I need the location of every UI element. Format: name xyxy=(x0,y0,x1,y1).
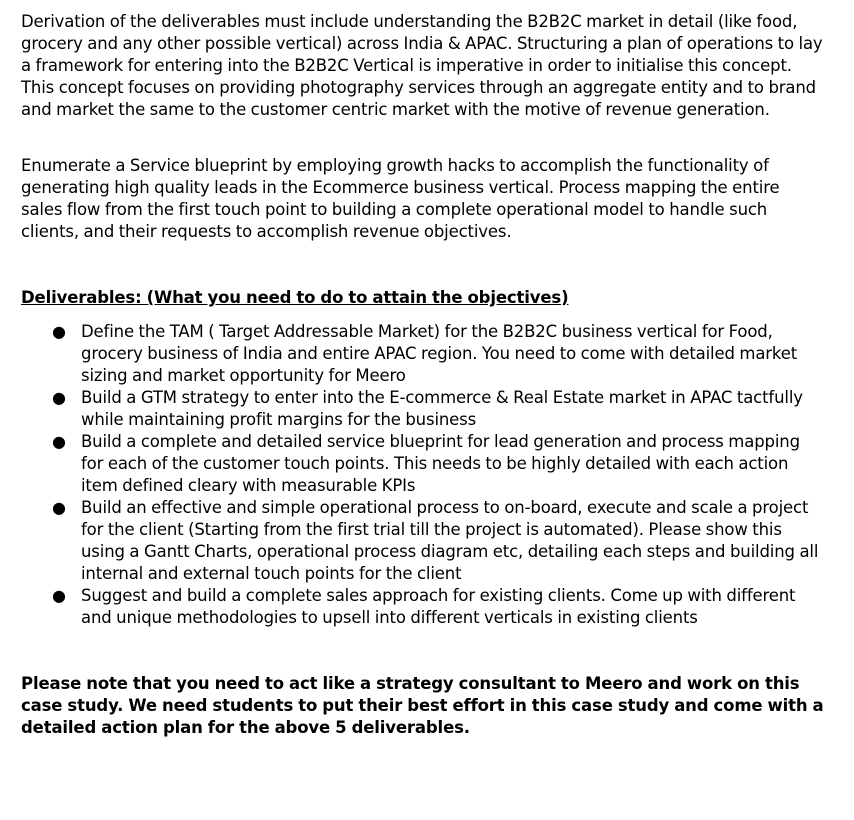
bullet-icon: ● xyxy=(52,498,66,517)
deliverables-list xyxy=(21,321,824,629)
bullet-icon: ● xyxy=(52,586,66,605)
deliverables-heading: Deliverables: (What you need to do to attain the objectives) xyxy=(21,288,569,307)
deliverable-item-operational-process xyxy=(21,497,824,585)
deliverable-text: Build a complete and detailed service blueprint for lead generation and process mapping for each of the customer touch points. This needs to be highly detailed with each action item defined cleary with measurable KPIs xyxy=(81,432,800,495)
bullet-icon: ● xyxy=(52,388,66,407)
closing-note: Please note that you need to act like a strategy consultant to Meero and work on this case study. We need students to put their best effort in this case study and come with a detailed action plan for the above 5 deliverables. xyxy=(21,674,824,737)
deliverable-text: Define the TAM ( Target Addressable Market) for the B2B2C business vertical for Food, grocery business of India and entire APAC region. You need to come with detailed market sizing and market opportunity for Meero xyxy=(81,322,798,385)
deliverable-item-gtm xyxy=(21,387,824,431)
bullet-icon: ● xyxy=(52,322,66,341)
deliverable-text: Build an effective and simple operational process to on-board, execute and scale a project for the client (Starting from the first trial till the project is automated). Please show this using a Gantt Charts, operational process diagram etc, detailing each steps and building all internal and external touch points for the client xyxy=(81,498,819,583)
deliverable-text: Suggest and build a complete sales approach for existing clients. Come up with different and unique methodologies to upsell into different verticals in existing clients xyxy=(81,586,796,627)
bullet-icon: ● xyxy=(52,432,66,451)
deliverable-item-tam xyxy=(21,321,824,387)
service-blueprint-paragraph: Enumerate a Service blueprint by employing growth hacks to accomplish the functionality of generating high quality leads in the Ecommerce business vertical. Process mapping the entire sales flow from the first touch point to building a complete operational model to handle such clients, and their requests to accomplish revenue objectives. xyxy=(21,156,780,241)
deliverable-item-service-blueprint xyxy=(21,431,824,497)
deliverable-item-sales-approach xyxy=(21,585,824,629)
intro-paragraph: Derivation of the deliverables must include understanding the B2B2C market in detail (like food, grocery and any other possible vertical) across India & APAC. Structuring a plan of operations to lay a framework for entering into the B2B2C Vertical is imperative in order to initialise this concept. This concept focuses on providing photography services through an aggregate entity and to brand and market the same to the customer centric market with the motive of revenue generation. xyxy=(21,12,823,119)
deliverable-text: Build a GTM strategy to enter into the E-commerce & Real Estate market in APAC tactfully while maintaining profit margins for the business xyxy=(81,388,803,429)
